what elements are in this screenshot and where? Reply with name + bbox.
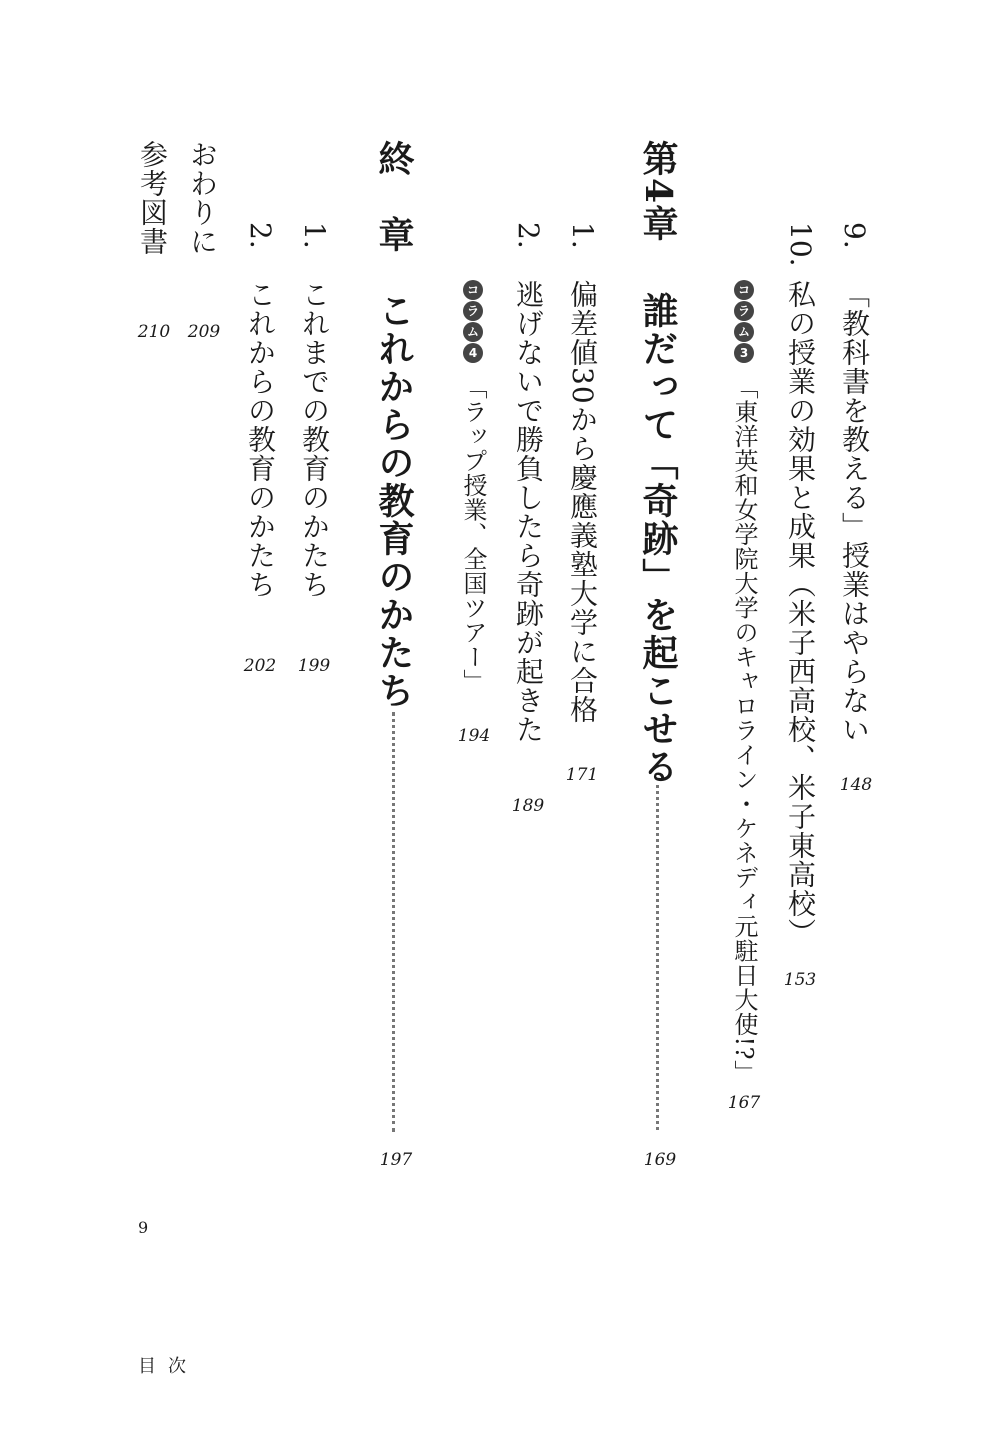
column-badge-char: ム	[734, 322, 754, 342]
ch4-entry-2-number: 2.	[512, 222, 545, 249]
column-4-badge	[463, 280, 483, 363]
column-badge-char: 4	[463, 343, 483, 363]
final-entry-2-page: 202	[243, 656, 277, 676]
ch4-entry-1-page: 171	[565, 765, 599, 785]
section-label: 目次	[138, 1356, 198, 1377]
final-chapter-leader-dots	[392, 712, 395, 1132]
entry-10-title[interactable]: 私の授業の効果と成果（米子西高校、米子東高校）	[784, 280, 817, 947]
final-chapter-label: 終 章	[373, 140, 415, 254]
entry-9-page: 148	[839, 775, 873, 795]
entry-10-number: 10.	[784, 222, 817, 267]
column-badge-char: コ	[734, 280, 754, 300]
references-page: 210	[137, 322, 171, 342]
column-badge-char: ム	[463, 322, 483, 342]
chapter-4-page: 169	[643, 1150, 677, 1170]
column-badge-char: 3	[734, 343, 754, 363]
column-badge-char: ラ	[734, 301, 754, 321]
column-4-title[interactable]: 「ラップ授業、全国ツアー」	[459, 375, 487, 694]
final-entry-1-number: 1.	[298, 222, 331, 249]
ch4-entry-1-title[interactable]: 偏差値30から慶應義塾大学に合格	[566, 280, 599, 724]
column-badge-char: コ	[463, 280, 483, 300]
column-3-page: 167	[727, 1093, 761, 1113]
column-3-badge	[734, 280, 754, 363]
final-chapter-title[interactable]: これからの教育のかたち	[373, 292, 415, 710]
references-title[interactable]: 参考図書	[136, 140, 169, 256]
ch4-entry-2-page: 189	[511, 796, 545, 816]
chapter-4-title[interactable]: 誰だって「奇跡」を起こせる	[637, 292, 679, 786]
final-entry-1-title[interactable]: これまでの教育のかたち	[298, 280, 331, 599]
final-chapter-page: 197	[379, 1150, 413, 1170]
final-entry-1-page: 199	[297, 656, 331, 676]
column-badge-char: ラ	[463, 301, 483, 321]
chapter-4-leader-dots	[656, 785, 659, 1130]
entry-9-number: 9.	[838, 222, 871, 249]
ch4-entry-1-number: 1.	[566, 222, 599, 249]
chapter-4-label: 第4章	[637, 140, 679, 244]
final-entry-2-title[interactable]: これからの教育のかたち	[244, 280, 277, 599]
column-4-page: 194	[457, 726, 491, 746]
page-number: 9	[138, 1218, 149, 1237]
ch4-entry-2-title[interactable]: 逃げないで勝負したら奇跡が起きた	[512, 280, 545, 744]
afterword-title[interactable]: おわりに	[186, 140, 219, 256]
entry-9-title[interactable]: 「教科書を教える」授業はやらない	[838, 280, 871, 744]
entry-10-page: 153	[783, 970, 817, 990]
column-3-title[interactable]: 「東洋英和女学院大学のキャロライン・ケネディ元駐日大使!?」	[730, 375, 758, 1085]
final-entry-2-number: 2.	[244, 222, 277, 249]
afterword-page: 209	[187, 322, 221, 342]
